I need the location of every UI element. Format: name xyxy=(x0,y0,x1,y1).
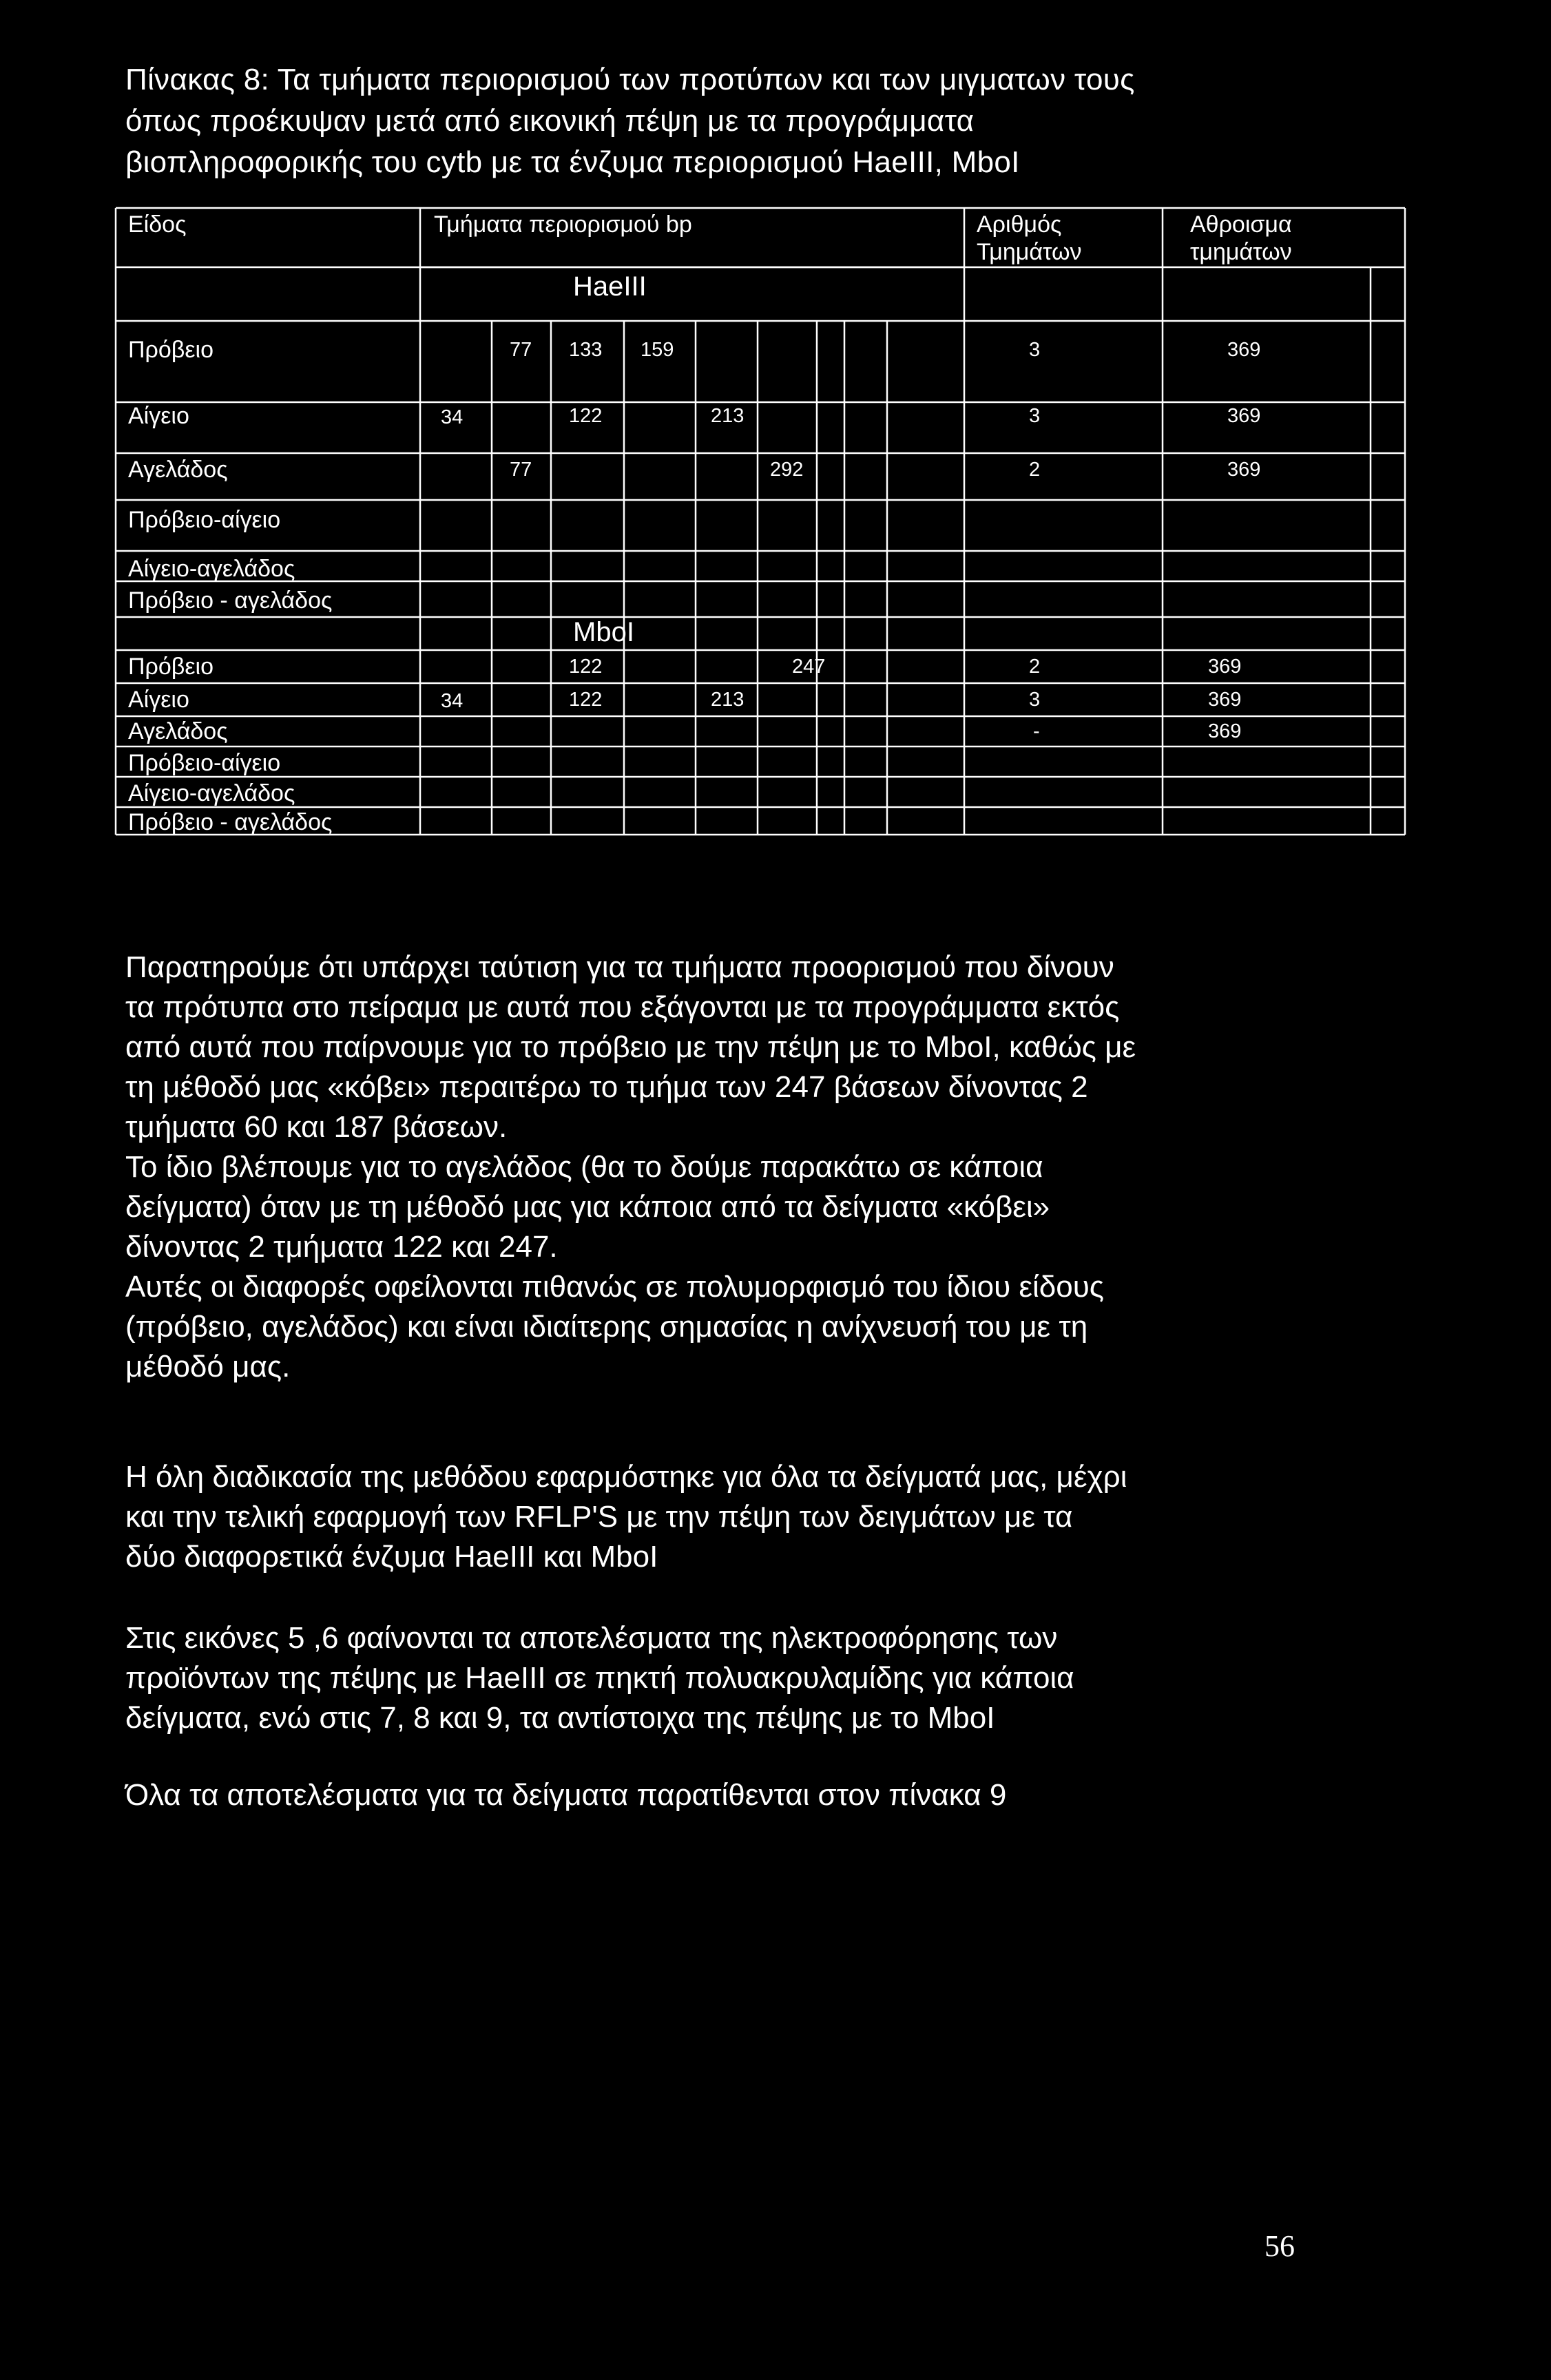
paragraph-line: μέθοδό μας. xyxy=(125,1350,291,1384)
table-cell: 369 xyxy=(1208,689,1242,711)
paragraph-figures xyxy=(125,1618,1475,1738)
row-species-label: Αίγειο-αγελάδος xyxy=(128,780,295,806)
row-species-label: Αίγειο-αγελάδος xyxy=(128,556,295,582)
enzyme-haeiii-label: HaeIII xyxy=(573,271,647,302)
table-cell: 2 xyxy=(1029,459,1041,481)
caption-line: βιοπληροφορικής του cytb με τα ένζυμα περιορισμού HaeIII, MboI xyxy=(125,145,1020,179)
table-cell: 213 xyxy=(711,405,745,427)
table-cell: 77 xyxy=(510,459,532,481)
table-cell: 292 xyxy=(770,459,804,481)
row-species-label: Αγελάδος xyxy=(128,457,228,483)
caption-line: όπως προέκυψαν μετά από εικονική πέψη με τα προγράμματα xyxy=(125,104,975,138)
table-cell: 369 xyxy=(1227,339,1261,361)
paragraph-line: δείγματα, ενώ στις 7, 8 και 9, τα αντίστοιχα της πέψης με το MboI xyxy=(125,1701,995,1735)
row-species-label: Πρόβειο - αγελάδος xyxy=(128,809,333,835)
table-cell: 3 xyxy=(1029,339,1041,361)
table-cell: 77 xyxy=(510,339,532,361)
table-cell: 369 xyxy=(1208,720,1242,742)
header-count-line2: Τμημάτων xyxy=(977,239,1082,265)
paragraph-results xyxy=(125,1775,1475,1815)
table-cell: 247 xyxy=(792,656,826,678)
row-species-label: Αίγειο xyxy=(128,403,189,429)
table-cell: 2 xyxy=(1029,656,1041,678)
row-species-label: Αίγειο xyxy=(128,687,189,713)
paragraph-observations xyxy=(125,948,1475,1387)
table-cell: 159 xyxy=(641,339,674,361)
paragraph-line: τη μέθοδό μας «κόβει» περαιτέρω το τμήμα των 247 βάσεων δίνοντας 2 xyxy=(125,1070,1088,1104)
table-cell: 133 xyxy=(569,339,603,361)
paragraph-line: και την τελική εφαρμογή των RFLP'S με την πέψη των δειγμάτων με τα xyxy=(125,1500,1073,1534)
paragraph-line: Το ίδιο βλέπουμε για το αγελάδος (θα το δούμε παρακάτω σε κάποια xyxy=(125,1150,1043,1184)
paragraph-line: τμήματα 60 και 187 βάσεων. xyxy=(125,1110,508,1144)
header-sum-line2: τμημάτων xyxy=(1190,239,1292,265)
header-species: Είδος xyxy=(128,211,187,238)
row-species-label: Πρόβειο xyxy=(128,654,214,680)
table-cell: 34 xyxy=(441,690,464,712)
row-species-label: Πρόβειο - αγελάδος xyxy=(128,587,333,614)
caption-line: Πίνακας 8: Τα τμήματα περιορισμού των προτύπων και των μιγματων τους xyxy=(125,63,1135,96)
table-cell: 122 xyxy=(569,405,603,427)
table-cell: 3 xyxy=(1029,405,1041,427)
paragraph-line: δίνοντας 2 τμήματα 122 και 247. xyxy=(125,1230,558,1264)
table-cell: 369 xyxy=(1227,405,1261,427)
paragraph-line: Όλα τα αποτελέσματα για τα δείγματα παρατίθενται στον πίνακα 9 xyxy=(125,1778,1007,1812)
table-cell: 369 xyxy=(1208,656,1242,678)
table-cell: 3 xyxy=(1029,689,1041,711)
paragraph-line: Η όλη διαδικασία της μεθόδου εφαρμόστηκε για όλα τα δείγματά μας, μέχρι xyxy=(125,1460,1127,1494)
paragraph-line: δείγματα) όταν με τη μέθοδό μας για κάποια από τα δείγματα «κόβει» xyxy=(125,1190,1050,1224)
table-cell: 213 xyxy=(711,689,745,711)
paragraph-line: Παρατηρούμε ότι υπάρχει ταύτιση για τα τμήματα προορισμού που δίνουν xyxy=(125,950,1114,984)
paragraph-line: προϊόντων της πέψης με HaeIII σε πηκτή πολυακρυλαμίδης για κάποια xyxy=(125,1661,1074,1695)
paragraph-line: τα πρότυπα στο πείραμα με αυτά που εξάγονται με τα προγράμματα εκτός xyxy=(125,990,1120,1024)
row-species-label: Πρόβειο xyxy=(128,337,214,363)
row-species-label: Πρόβειο-αίγειο xyxy=(128,507,281,533)
row-species-label: Πρόβειο-αίγειο xyxy=(128,750,281,776)
table-cell: 369 xyxy=(1227,459,1261,481)
paragraph-line: δύο διαφορετικά ένζυμα HaeIII και MboI xyxy=(125,1540,658,1574)
table-cell: 122 xyxy=(569,689,603,711)
enzyme-mboi-label: MboI xyxy=(573,617,634,647)
paragraph-line: Αυτές οι διαφορές οφείλονται πιθανώς σε πολυμορφισμό του ίδιου είδους xyxy=(125,1270,1104,1304)
paragraph-line: από αυτά που παίρνουμε για το πρόβειο με την πέψη με το MboI, καθώς με xyxy=(125,1030,1136,1064)
paragraph-procedure xyxy=(125,1457,1475,1577)
paragraph-line: Στις εικόνες 5 ,6 φαίνονται τα αποτελέσματα της ηλεκτροφόρησης των xyxy=(125,1621,1058,1655)
row-species-label: Αγελάδος xyxy=(128,718,228,744)
header-fragments: Τμήματα περιορισμού bp xyxy=(434,211,692,238)
page-number: 56 xyxy=(1264,2229,1295,2263)
header-sum-line1: Αθροισμα xyxy=(1190,211,1292,238)
table-cell: 122 xyxy=(569,656,603,678)
table-cell: 34 xyxy=(441,406,464,428)
paragraph-line: (πρόβειο, αγελάδος) και είναι ιδιαίτερης σημασίας η ανίχνευσή του με τη xyxy=(125,1310,1088,1344)
header-count-line1: Αριθμός xyxy=(977,211,1062,238)
table-cell: - xyxy=(1033,720,1040,742)
table-grid xyxy=(0,0,1551,868)
